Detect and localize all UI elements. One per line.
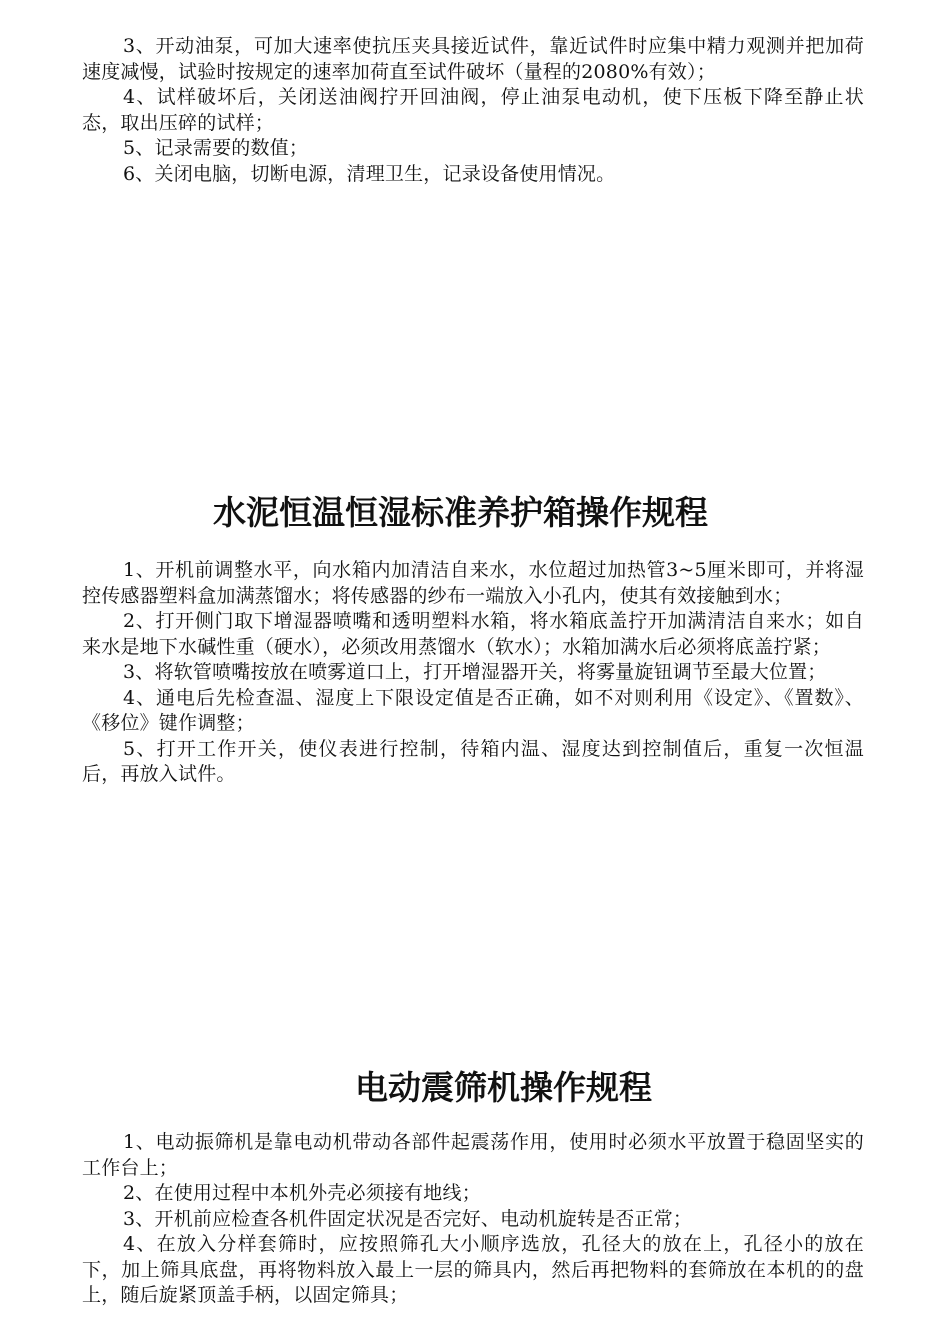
list-item: 5、打开工作开关，使仪表进行控制，待箱内温、湿度达到控制值后，重复一次恒温后，再放入试件。	[82, 737, 864, 785]
section-1-list	[82, 34, 864, 187]
list-item: 2、在使用过程中本机外壳必须接有地线；	[123, 1182, 481, 1204]
section-3-title: 电动震筛机操作规程	[355, 1068, 652, 1107]
list-item: 4、在放入分样套筛时，应按照筛孔大小顺序选放，孔径大的放在上，孔径小的放在下，加上筛具底盘，再将物料放入最上一层的筛具内，然后再把物料的套筛放在本机的的盘上，随后旋紧顶盖手柄，以固定筛具；	[82, 1233, 864, 1306]
section-3-list	[82, 1130, 864, 1309]
list-item: 4、试样破坏后，关闭送油阀拧开回油阀，停止油泵电动机，使下压板下降至静止状态，取出压碎的试样；	[82, 86, 864, 134]
list-item: 6、关闭电脑，切断电源，清理卫生，记录设备使用情况。	[123, 162, 616, 185]
section-2-title: 水泥恒温恒湿标准养护箱操作规程	[213, 493, 708, 532]
list-item: 3、开动油泵，可加大速率使抗压夹具接近试件，靠近试件时应集中精力观测并把加荷速度减慢，试验时按规定的速率加荷直至试件破坏（量程的2080%有效）；	[82, 35, 864, 83]
section-2-list	[82, 558, 864, 788]
list-item: 1、开机前调整水平，向水箱内加清洁自来水，水位超过加热管3~5厘米即可，并将湿控传感器塑料盒加满蒸馏水；将传感器的纱布一端放入小孔内，使其有效接触到水；	[82, 559, 864, 607]
list-item: 2、打开侧门取下增湿器喷嘴和透明塑料水箱，将水箱底盖拧开加满清洁自来水；如自来水是地下水碱性重（硬水），必须改用蒸馏水（软水）；水箱加满水后必须将底盖拧紧；	[82, 610, 864, 658]
list-item: 5、记录需要的数值；	[123, 137, 309, 159]
list-item: 3、开机前应检查各机件固定状况是否完好、电动机旋转是否正常；	[123, 1207, 693, 1230]
list-item: 1、电动振筛机是靠电动机带动各部件起震荡作用，使用时必须水平放置于稳固坚实的工作台上；	[82, 1131, 864, 1179]
list-item: 3、将软管喷嘴按放在喷雾道口上，打开增湿器开关，将雾量旋钮调节至最大位置；	[123, 661, 827, 683]
list-item: 4、通电后先检查温、湿度上下限设定值是否正确，如不对则利用《设定》、《置数》、《移位》键作调整；	[82, 686, 864, 734]
